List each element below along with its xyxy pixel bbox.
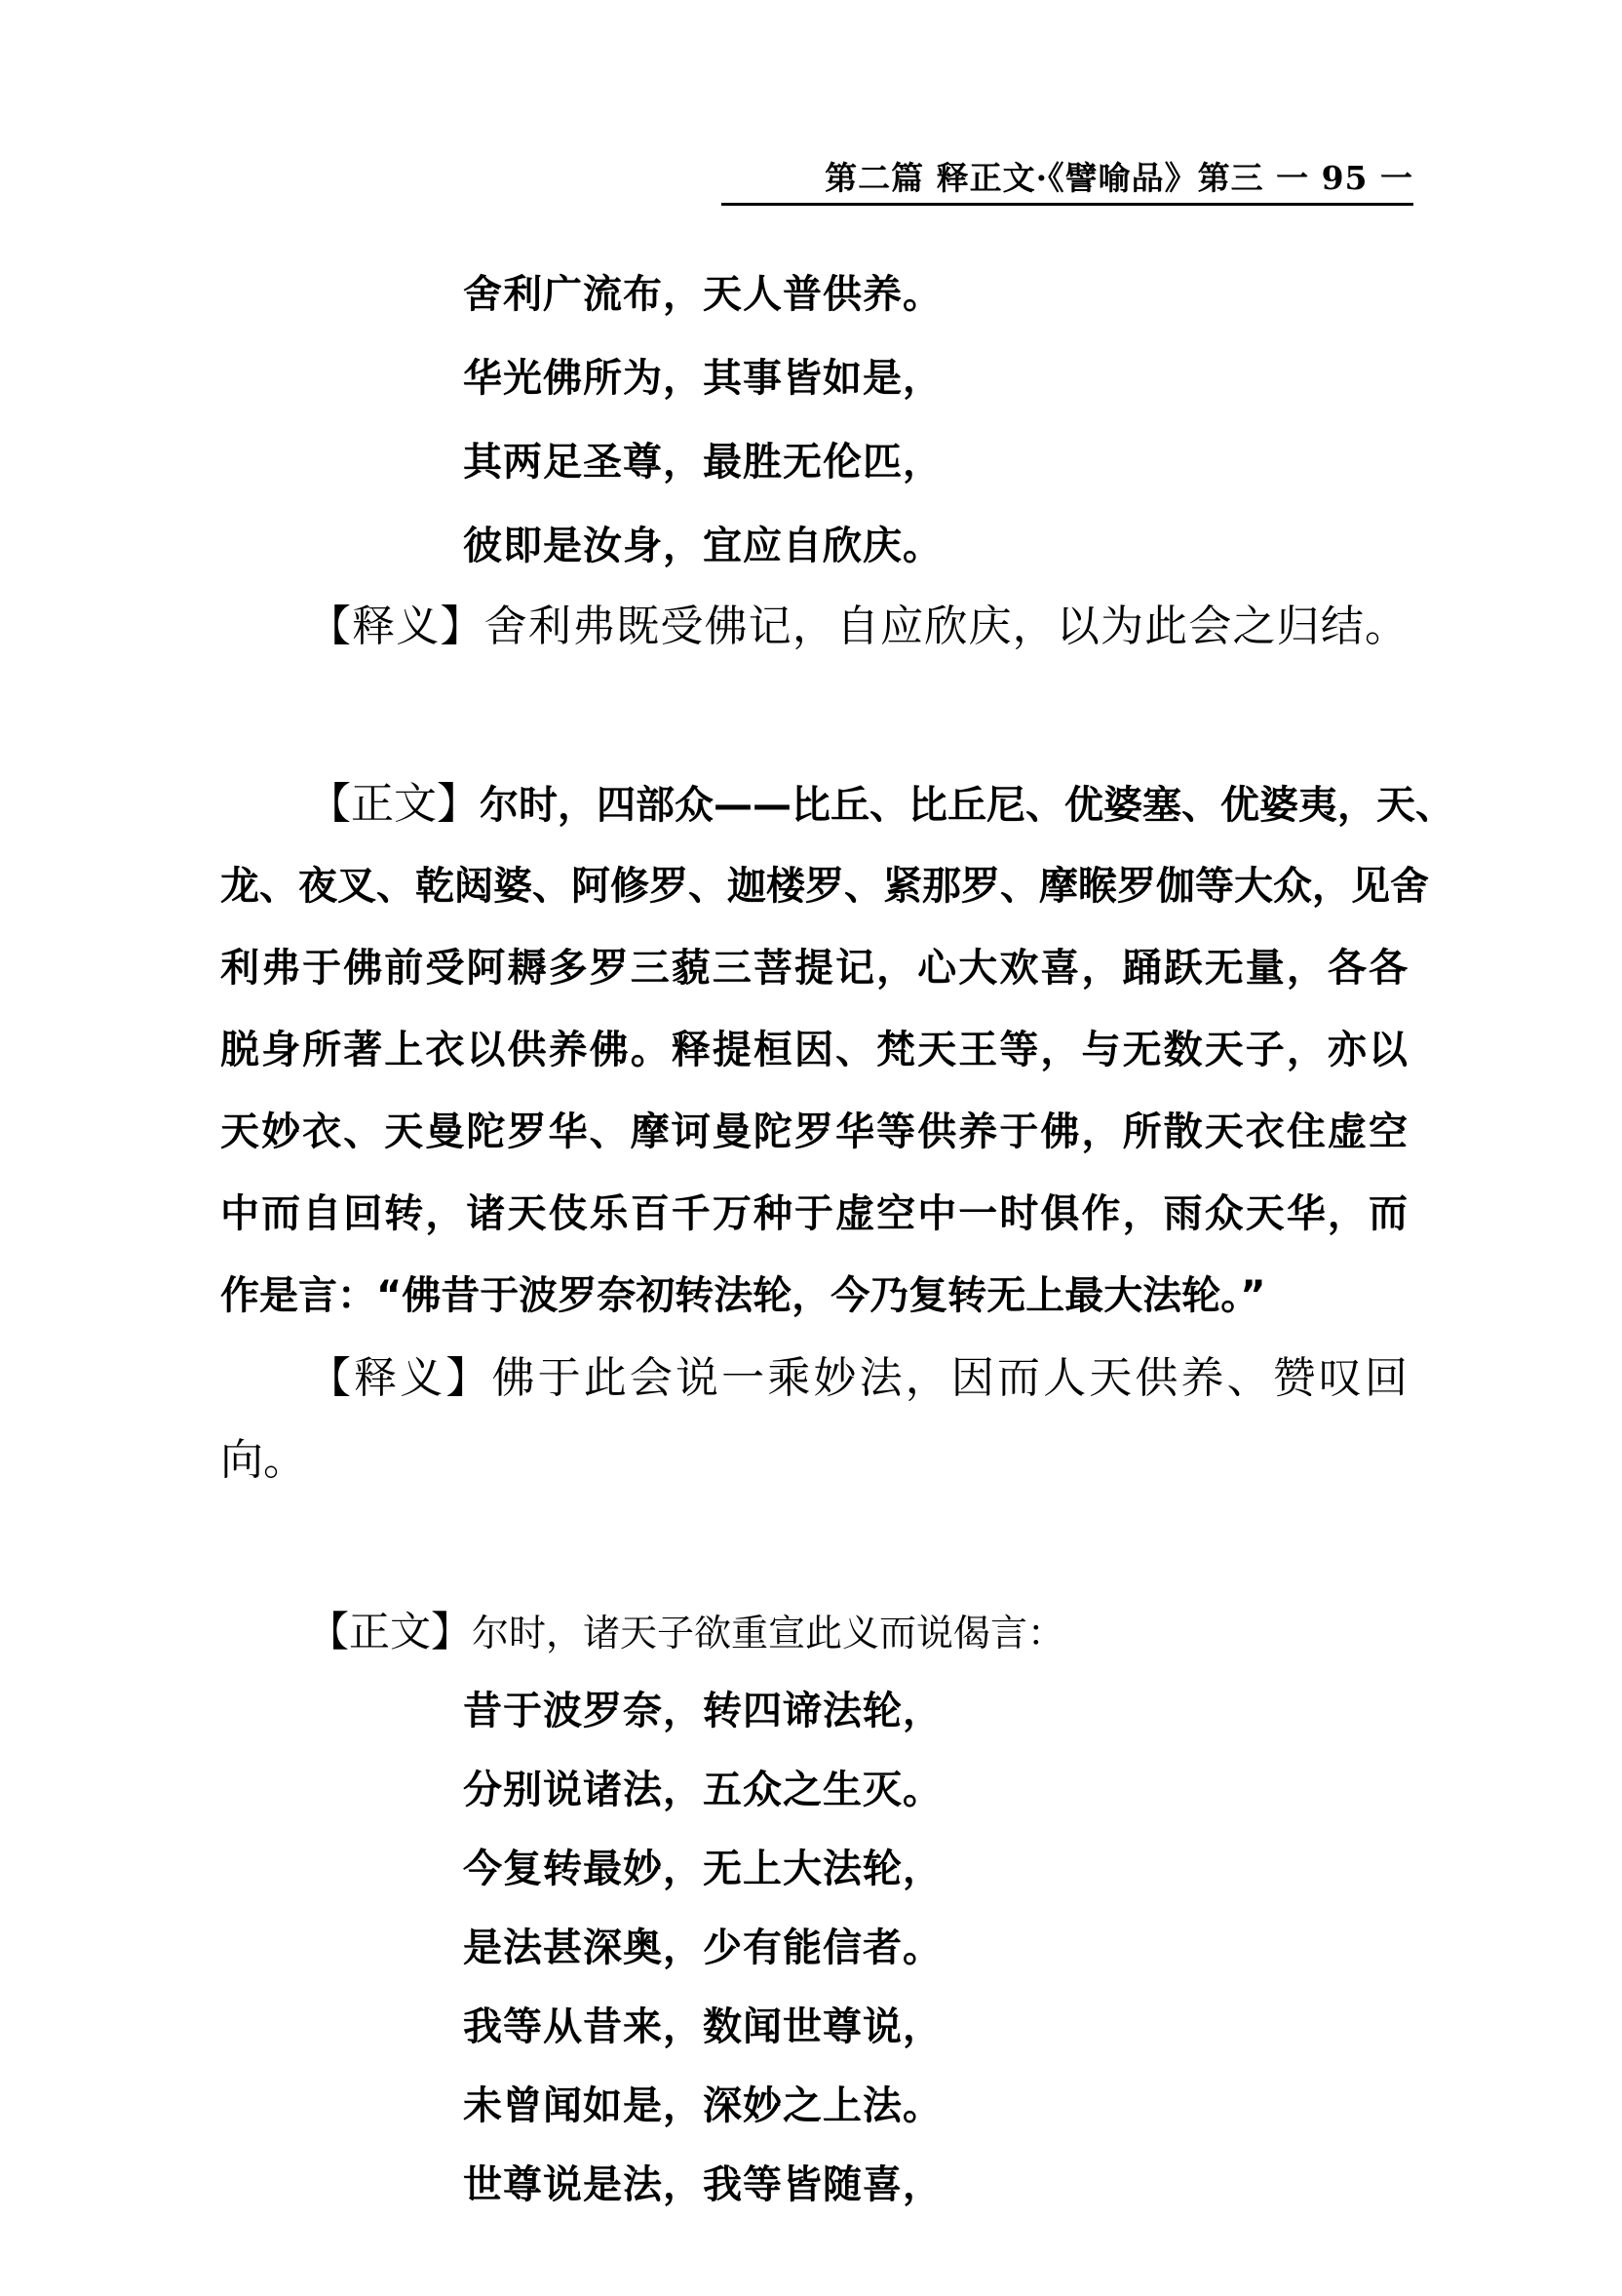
main-text-line: 龙、夜叉、乾闼婆、阿修罗、迦楼罗、紧那罗、摩睺罗伽等大众，见舍 [220,864,1429,909]
verse-line: 其两足圣尊，最胜无伦匹， [463,440,943,485]
main-text-label: 【正文】 [308,1608,473,1655]
verse-line: 未曾闻如是，深妙之上法。 [463,2083,943,2128]
main-text-line: 利弗于佛前受阿耨多罗三藐三菩提记，心大欢喜，踊跃无量，各各 [220,946,1408,991]
verse-line: 昔于波罗奈，转四谛法轮， [463,1689,943,1733]
verse-line: 华光佛所为，其事皆如是， [463,356,943,401]
running-header: 第二篇 释正文·《譬喻品》第三 一 95 一 [721,154,1413,206]
main-text-line [308,1603,1064,1662]
commentary-paragraph [308,1349,1408,1408]
main-text-line: 脱身所著上衣以供养佛。释提桓因、梵天王等，与无数天子，亦以 [220,1028,1408,1072]
main-text-line: 中而自回转，诸天伎乐百千万种于虚空中一时俱作，雨众天华，而 [220,1191,1408,1236]
commentary-text: 佛于此会说一乘妙法，因而人天供养、赞叹回 [491,1353,1409,1403]
commentary-text: 舍利弗既受佛记，自应欣庆，以为此会之归结。 [483,602,1409,651]
verse-line: 我等从昔来，数闻世尊说， [463,2004,943,2049]
commentary-label: 【释义】 [308,602,484,651]
verse-line: 分别说诸法，五众之生灭。 [463,1768,943,1812]
main-text-line [308,775,1454,835]
verse-line: 今复转最妙，无上大法轮， [463,1847,943,1891]
main-text-content: 尔时，诸天子欲重宣此义而说偈言： [472,1612,1065,1654]
verse-line: 世尊说是法，我等皆随喜， [463,2162,943,2207]
main-text-line: 天妙衣、天曼陀罗华、摩诃曼陀罗华等供养于佛，所散天衣住虚空 [220,1109,1408,1154]
commentary-line: 向。 [220,1435,306,1485]
main-text-line: 作是言：“佛昔于波罗奈初转法轮，今乃复转无上最大法轮。” [220,1273,1266,1318]
verse-line: 舍利广流布，天人普供养。 [463,272,943,317]
commentary-paragraph [308,598,1408,656]
main-text-content: 尔时，四部众——比丘、比丘尼、优婆塞、优婆夷，天、 [480,783,1454,828]
main-text-label: 【正文】 [308,779,480,829]
verse-line: 是法甚深奥，少有能信者。 [463,1926,943,1970]
verse-line: 彼即是汝身，宜应自欣庆。 [463,524,943,568]
commentary-label: 【释义】 [308,1353,492,1403]
